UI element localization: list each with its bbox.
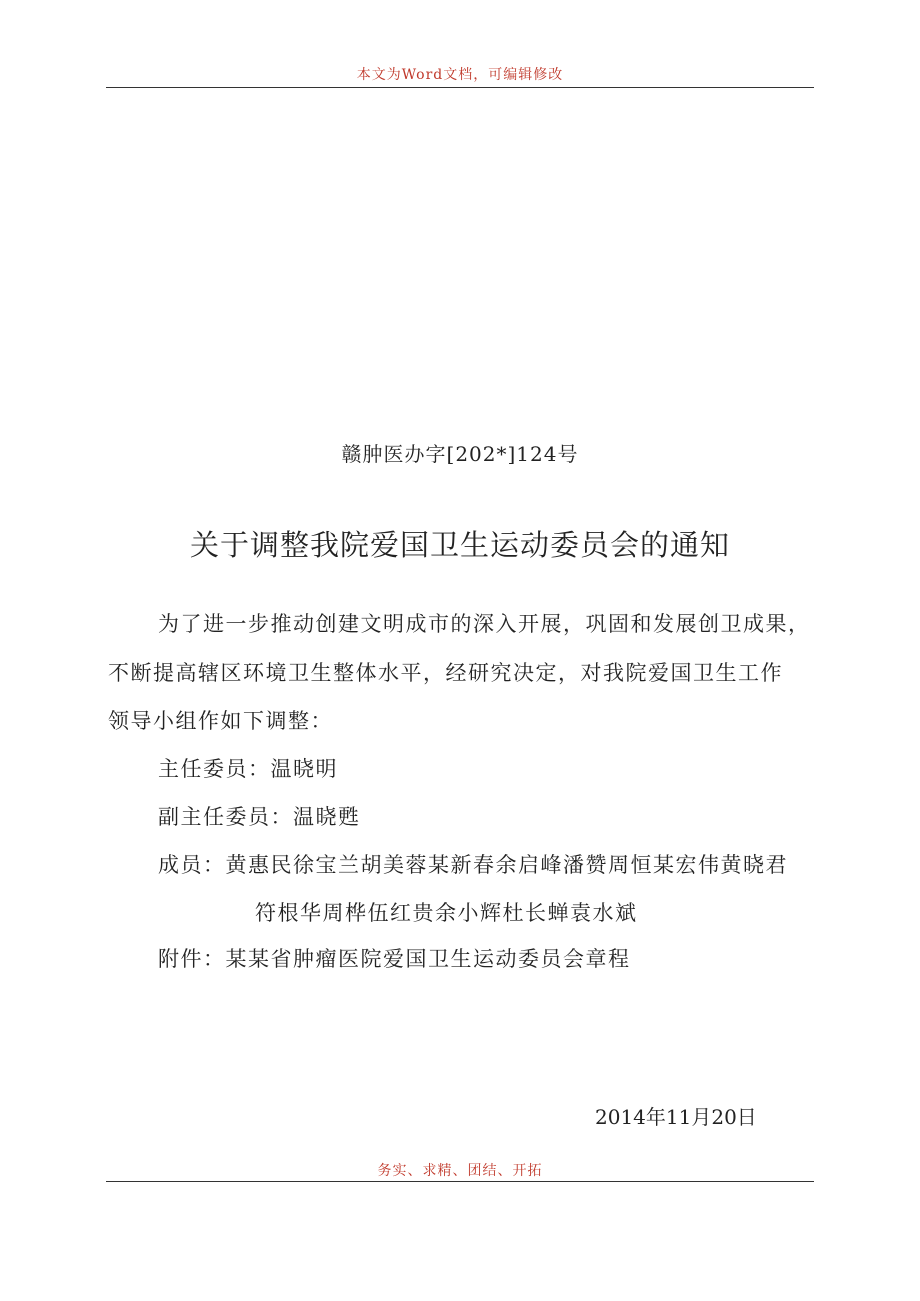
footer-note: 务实、求精、团结、开拓 bbox=[377, 1163, 543, 1179]
document-number: 赣肿医办字[202*]124号 bbox=[341, 442, 579, 466]
footer-divider bbox=[106, 1181, 814, 1182]
document-date: 2014年11月20日 bbox=[595, 1105, 757, 1129]
members-line-2: 符根华周桦伍红贵余小辉杜长蝉袁水斌 bbox=[255, 901, 638, 925]
header-divider bbox=[106, 87, 814, 88]
paragraph-line-2: 不断提高辖区环境卫生整体水平，经研究决定，对我院爱国卫生工作 bbox=[108, 661, 783, 685]
header-note: 本文为Word文档，可编辑修改 bbox=[356, 67, 564, 83]
director-line: 主任委员：温晓明 bbox=[158, 757, 338, 781]
attachment-line: 附件：某某省肿瘤医院爱国卫生运动委员会章程 bbox=[158, 947, 631, 971]
deputy-director-line: 副主任委员：温晓甦 bbox=[158, 805, 361, 829]
paragraph-line-3: 领导小组作如下调整： bbox=[108, 709, 333, 733]
document-title: 关于调整我院爱国卫生运动委员会的通知 bbox=[189, 528, 730, 562]
members-line-1: 成员：黄惠民徐宝兰胡美蓉某新春余启峰潘赞周恒某宏伟黄晓君 bbox=[158, 853, 788, 877]
paragraph-line-1: 为了进一步推动创建文明成市的深入开展，巩固和发展创卫成果， bbox=[158, 612, 811, 636]
